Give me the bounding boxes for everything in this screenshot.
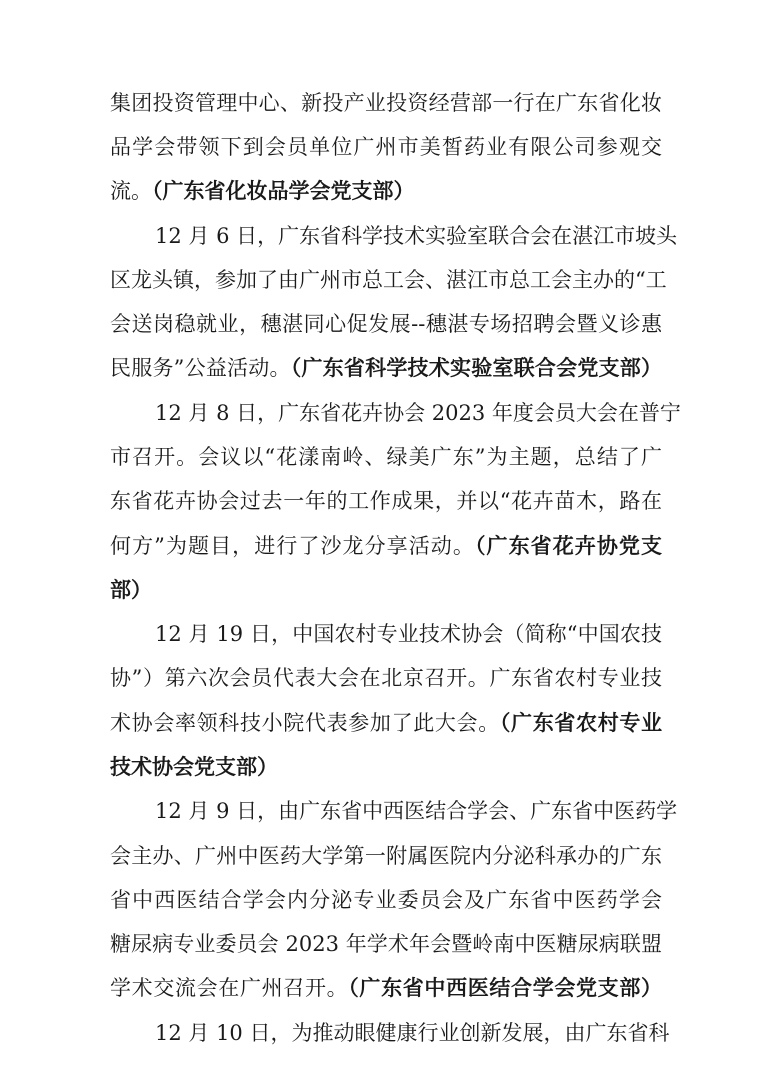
text-line bbox=[110, 176, 662, 206]
bold-attribution: （广东省科学技术实验室联合会党支部） bbox=[290, 355, 662, 380]
text-line bbox=[155, 796, 678, 826]
text-segment: 会送岗稳就业，穗湛同心促发展--穗湛专场招聘会暨义诊惠 bbox=[110, 312, 662, 336]
text-line bbox=[110, 265, 667, 295]
text-segment: 区龙头镇，参加了由广州市总工会、湛江市总工会主办的“工 bbox=[110, 268, 667, 292]
text-segment: 省中西医结合学会内分泌专业委员会及广东省中医药学会 bbox=[110, 888, 662, 912]
bold-attribution: （广东省中西医结合学会党支部） bbox=[348, 975, 663, 1000]
text-line bbox=[155, 221, 678, 251]
text-line bbox=[110, 132, 662, 162]
text-segment: 流。 bbox=[110, 179, 152, 203]
text-segment: 糖尿病专业委员会 2023 年学术年会暨岭南中医糖尿病联盟 bbox=[110, 932, 662, 956]
text-line bbox=[110, 841, 662, 871]
text-segment: 会主办、广州中医药大学第一附属医院内分泌科承办的广东 bbox=[110, 844, 662, 868]
text-line bbox=[110, 442, 662, 472]
text-segment: 12 月 6 日，广东省科学技术实验室联合会在湛江市坡头 bbox=[155, 224, 678, 248]
bold-attribution: 技术协会党支部） bbox=[110, 754, 278, 779]
text-segment: 市召开。会议以“花漾南岭、绿美广东”为主题，总结了广 bbox=[110, 445, 662, 469]
text-segment: 12 月 19 日，中国农村专业技术协会（简称“中国农技 bbox=[155, 622, 662, 646]
text-segment: 12 月 10 日，为推动眼健康行业创新发展，由广东省科 bbox=[155, 1021, 670, 1045]
text-segment: 12 月 8 日，广东省花卉协会 2023 年度会员大会在普宁 bbox=[155, 401, 681, 425]
text-line bbox=[110, 708, 662, 738]
text-segment: 何方”为题目，进行了沙龙分享活动。 bbox=[110, 534, 475, 558]
bold-attribution: （广东省化妆品学会党支部） bbox=[152, 178, 415, 203]
text-line bbox=[155, 398, 681, 428]
text-line bbox=[110, 353, 662, 383]
text-segment: 民服务”公益活动。 bbox=[110, 356, 291, 380]
text-line bbox=[110, 885, 662, 915]
bold-attribution: （广东省农村专业 bbox=[499, 710, 663, 735]
bold-attribution: 部） bbox=[110, 577, 152, 602]
text-segment: 12 月 9 日，由广东省中西医结合学会、广东省中医药学 bbox=[155, 799, 678, 823]
text-line bbox=[110, 88, 662, 118]
text-segment: 集团投资管理中心、新投产业投资经营部一行在广东省化妆 bbox=[110, 91, 662, 115]
text-line bbox=[110, 663, 662, 693]
text-line bbox=[110, 531, 662, 561]
text-line bbox=[110, 752, 662, 782]
text-segment: 品学会带领下到会员单位广州市美皙药业有限公司参观交 bbox=[110, 135, 662, 159]
text-segment: 学术交流会在广州召开。 bbox=[110, 976, 349, 1000]
text-segment: 术协会率领科技小院代表参加了此大会。 bbox=[110, 711, 500, 735]
text-line bbox=[155, 619, 662, 649]
text-segment: 协”）第六次会员代表大会在北京召开。广东省农村专业技 bbox=[110, 666, 662, 690]
text-line bbox=[110, 929, 662, 959]
text-line bbox=[155, 1018, 670, 1048]
bold-attribution: （广东省花卉协党支 bbox=[474, 533, 663, 558]
text-line bbox=[110, 486, 662, 516]
text-line bbox=[110, 575, 662, 605]
text-segment: 东省花卉协会过去一年的工作成果，并以“花卉苗木，路在 bbox=[110, 489, 662, 513]
text-line bbox=[110, 309, 662, 339]
text-line bbox=[110, 973, 662, 1003]
